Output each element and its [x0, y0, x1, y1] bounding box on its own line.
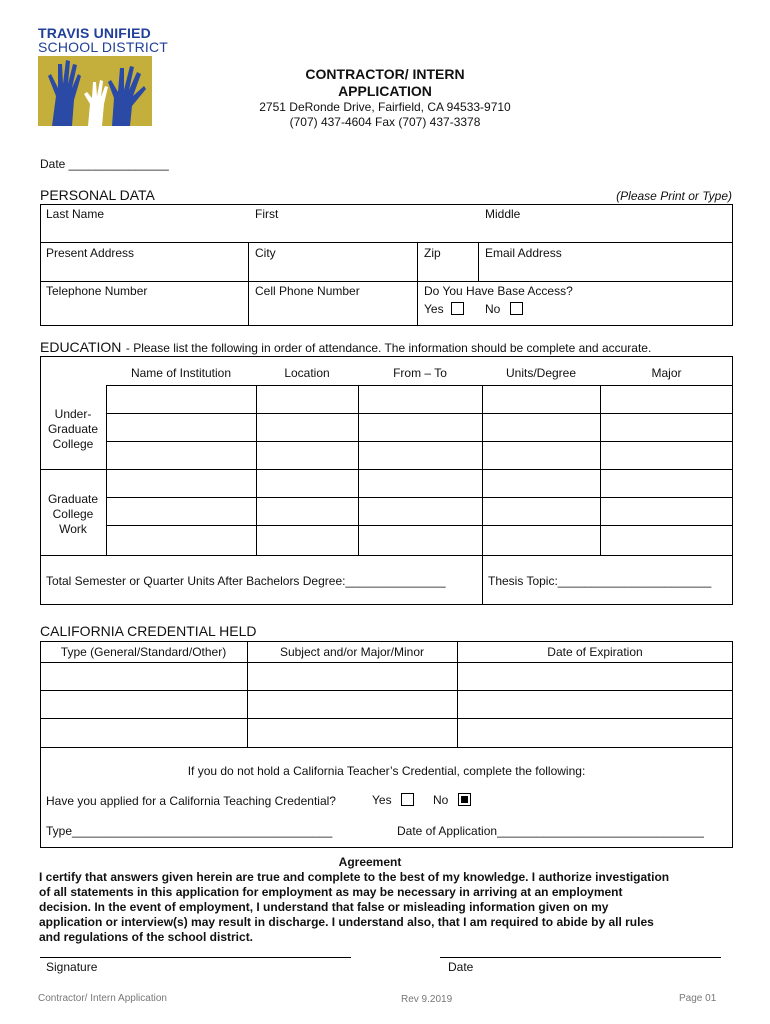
col-institution: Name of Institution — [130, 366, 232, 380]
credential-type-field[interactable]: Type_______________________________________ — [46, 824, 333, 838]
applied-yes[interactable] — [372, 793, 414, 807]
applied-question: Have you applied for a California Teaching Credential? — [46, 794, 336, 808]
credential-heading: CALIFORNIA CREDENTIAL HELD — [40, 623, 257, 639]
col-subject-major: Subject and/or Major/Minor — [279, 645, 425, 659]
middle-name-label[interactable]: Middle — [485, 207, 521, 221]
grad-label: Graduate College Work — [47, 492, 99, 536]
date-signature-line[interactable] — [440, 957, 721, 958]
zip-label[interactable]: Zip — [424, 246, 441, 260]
education-table — [40, 356, 733, 605]
base-access-yes-checkbox[interactable] — [451, 302, 464, 315]
telephone-label[interactable]: Telephone Number — [46, 284, 148, 298]
date-label[interactable]: Date _______________ — [40, 157, 169, 171]
footer-revision: Rev 9.2019 — [401, 994, 453, 1005]
signature-line[interactable] — [40, 957, 351, 958]
col-major: Major — [651, 366, 682, 380]
education-heading-row — [40, 339, 651, 357]
agreement-heading: Agreement — [338, 855, 402, 869]
date-of-application-field[interactable]: Date of Application_______________________________ — [397, 824, 704, 838]
logo-line1: TRAVIS UNIFIED — [38, 25, 151, 41]
logo-line2: SCHOOL DISTRICT — [38, 39, 169, 55]
applied-no-label: No — [433, 793, 449, 807]
base-access-yes[interactable] — [424, 302, 464, 316]
district-address: 2751 DeRonde Drive, Fairfield, CA 94533-9710 — [259, 100, 511, 114]
form-title-line2: APPLICATION — [338, 83, 432, 99]
education-heading: EDUCATION — [40, 339, 122, 355]
thesis-topic-field[interactable]: Thesis Topic:_______________________ — [488, 574, 712, 588]
base-access-no-label: No — [485, 302, 501, 316]
col-credential-type: Type (General/Standard/Other) — [60, 645, 227, 659]
applied-yes-label: Yes — [372, 793, 392, 807]
last-name-label[interactable]: Last Name — [46, 207, 105, 221]
present-address-label[interactable]: Present Address — [46, 246, 135, 260]
applied-yes-checkbox[interactable] — [401, 793, 414, 806]
applied-no[interactable] — [433, 793, 471, 807]
city-label[interactable]: City — [255, 246, 276, 260]
first-name-label[interactable]: First — [255, 207, 279, 221]
credential-table — [40, 641, 733, 848]
footer-form-name: Contractor/ Intern Application — [38, 993, 167, 1004]
col-location: Location — [284, 366, 330, 380]
agreement-text: I certify that answers given herein are true and complete to the best of my knowledge. I authorize investigation of all statements in this application for employment as may be necessary in arriving at an employment decision. In the event of employment, I understand that false or misleading information given on my application or interview(s) may result in discharge. I understand also, that I am required to abide by all rules and regulations of the school district. — [39, 870, 670, 944]
col-expiration: Date of Expiration — [547, 645, 643, 659]
base-access-no-checkbox[interactable] — [510, 302, 523, 315]
district-phone: (707) 437-4604 Fax (707) 437-3378 — [289, 115, 481, 129]
signature-date-label: Date — [448, 960, 474, 974]
cell-phone-label[interactable]: Cell Phone Number — [255, 284, 360, 298]
personal-data-heading: PERSONAL DATA — [40, 187, 155, 203]
signature-label: Signature — [46, 960, 98, 974]
base-access-question: Do You Have Base Access? — [424, 284, 573, 298]
footer-page-number: Page 01 — [679, 993, 717, 1004]
undergrad-label: Under- Graduate College — [47, 407, 99, 451]
col-from-to: From – To — [393, 366, 447, 380]
total-units-field[interactable]: Total Semester or Quarter Units After Bachelors Degree:_______________ — [46, 574, 446, 588]
applied-no-checkbox[interactable] — [458, 793, 471, 806]
base-access-no[interactable] — [485, 302, 523, 316]
form-title-line1: CONTRACTOR/ INTERN — [305, 66, 465, 82]
education-instruction: - Please list the following in order of attendance. The information should be complete and accurate. — [125, 341, 652, 355]
no-credential-instruction: If you do not hold a California Teacher’s Credential, complete the following: — [187, 764, 586, 778]
print-or-type-note: (Please Print or Type) — [616, 189, 732, 203]
email-label[interactable]: Email Address — [485, 246, 562, 260]
col-units-degree: Units/Degree — [505, 366, 577, 380]
base-access-yes-label: Yes — [424, 302, 444, 316]
personal-data-box — [40, 204, 733, 326]
